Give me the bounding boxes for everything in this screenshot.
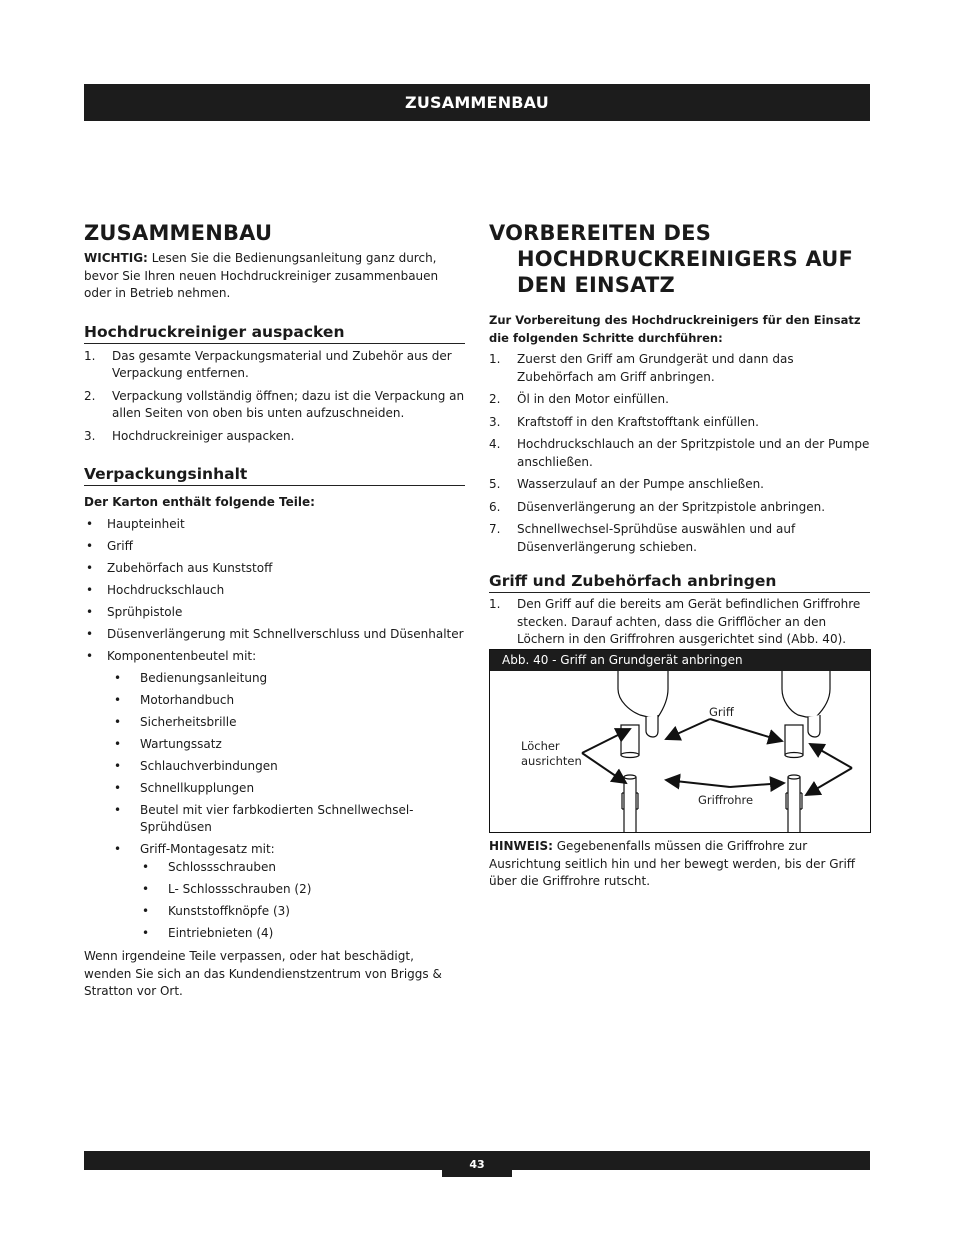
right-title-line1: VORBEREITEN DES [489,221,712,245]
left-frame-tube [622,775,638,832]
unpack-heading: Hochdruckreiniger auspacken [84,323,465,344]
important-text: Lesen Sie die Bedienungsanleitung ganz durch, bevor Sie Ihren neuen Hochdruckreiniger zusammenbauen oder in Betrieb nehmen. [84,251,439,300]
label-griffrohre: Griffrohre [698,793,754,807]
figure-40 [489,649,871,833]
list-item: 2. Verpackung vollständig öffnen; dazu ist die Verpackung an allen Seiten von oben bis unten aufzuschneiden. [84,388,465,420]
list-item: • Beutel mit vier farbkodierten Schnellwechsel-Sprühdüsen [114,802,414,834]
contents-heading: Verpackungsinhalt [84,465,465,486]
list-item: • Schlossschrauben [142,859,276,874]
handle-heading: Griff und Zubehörfach anbringen [489,572,870,593]
contents-list [84,516,465,666]
hint-text: Gegebenenfalls müssen die Griffrohre zur Ausrichtung seitlich hin und her bewegt werden, bis der Griff über die Griffrohre rutscht. [489,839,856,888]
right-title-line3: DEN EINSATZ [517,273,675,297]
prep-lead: Zur Vorbereitung des Hochdruckreinigers für den Einsatz die folgenden Schritte durchführen: [489,313,861,345]
list-item: • Zubehörfach aus Kunststoff [86,560,273,575]
page-number-tab [442,1151,512,1177]
list-item: • Schnellkupplungen [114,780,255,795]
mounting-kit-list [140,859,465,943]
page-number: 43 [469,1157,485,1171]
right-column [489,220,870,654]
list-item: 1. Das gesamte Verpackungsmaterial und Zubehör aus der Verpackung entfernen. [84,348,452,380]
hint-label: HINWEIS: [489,839,553,853]
list-item: • L- Schlossschrauben (2) [142,881,312,896]
list-item: • Motorhandbuch [114,692,235,707]
contents-lead: Der Karton enthält folgende Teile: [84,495,315,509]
list-item: • Sprühpistole [86,604,183,619]
left-title: ZUSAMMENBAU [84,221,273,245]
label-griff: Griff [709,705,734,719]
list-item: • Komponentenbeutel mit: [86,648,257,663]
right-handle-tube [785,725,803,758]
right-title-line2: HOCHDRUCKREINIGERS AUF [517,247,854,271]
important-label: WICHTIG: [84,251,148,265]
list-item: 4. Hochdruckschlauch an der Spritzpistole und an der Pumpe anschließen. [489,437,870,469]
left-column [84,220,465,1001]
prep-steps [489,351,870,556]
list-item: • Düsenverlängerung mit Schnellverschluss und Düsenhalter [86,626,464,641]
figure-caption: Abb. 40 - Griff an Grundgerät anbringen [490,650,870,671]
list-item: • Haupteinheit [86,516,185,531]
closing-note: Wenn irgendeine Teile verpassen, oder hat beschädigt, wenden Sie sich an das Kundendienstzentrum von Briggs & Stratton vor Ort. [84,949,442,998]
list-item: • Wartungssatz [114,736,222,751]
section-header-title: ZUSAMMENBAU [405,93,549,112]
component-bag-list [112,670,465,859]
label-loecher: Löcher ausrichten [521,739,582,768]
list-item: 7. Schnellwechsel-Sprühdüse auswählen und auf Düsenverlängerung schieben. [489,522,796,554]
list-item: 3. Kraftstoff in den Kraftstofftank einfüllen. [489,414,759,429]
right-frame-tube [786,775,802,832]
section-header-bar [84,84,870,121]
important-note [84,250,465,303]
list-item: • Hochdruckschlauch [86,582,225,597]
list-item: • Sicherheitsbrille [114,714,237,729]
list-item: 5. Wasserzulauf an der Pumpe anschließen. [489,477,764,491]
list-item: • Griff [86,538,133,553]
list-item: • Kunststoffknöpfe (3) [142,903,290,918]
list-item: • Griff-Montagesatz mit: [114,842,275,856]
list-item: 1. Den Griff auf die bereits am Gerät befindlichen Griffrohre stecken. Darauf achten, dass die Grifflöcher an den Löchern in den Griffrohren ausgerichtet sind (Abb. 40). [489,597,861,646]
right-title [489,220,870,298]
list-item: • Schlauchverbindungen [114,758,278,773]
list-item: 3. Hochdruckreiniger auspacken. [84,428,295,443]
list-item: 6. Düsenverlängerung an der Spritzpistole anbringen. [489,499,826,514]
unpack-list [84,348,465,446]
list-item: • Bedienungsanleitung [114,670,268,685]
handle-list [489,596,870,649]
list-item: • Eintriebnieten (4) [142,925,274,940]
hint-note [489,838,870,891]
list-item: 2. Öl in den Motor einfüllen. [489,392,669,406]
list-item: 1. Zuerst den Griff am Grundgerät und dann das Zubehörfach am Griff anbringen. [489,352,794,384]
